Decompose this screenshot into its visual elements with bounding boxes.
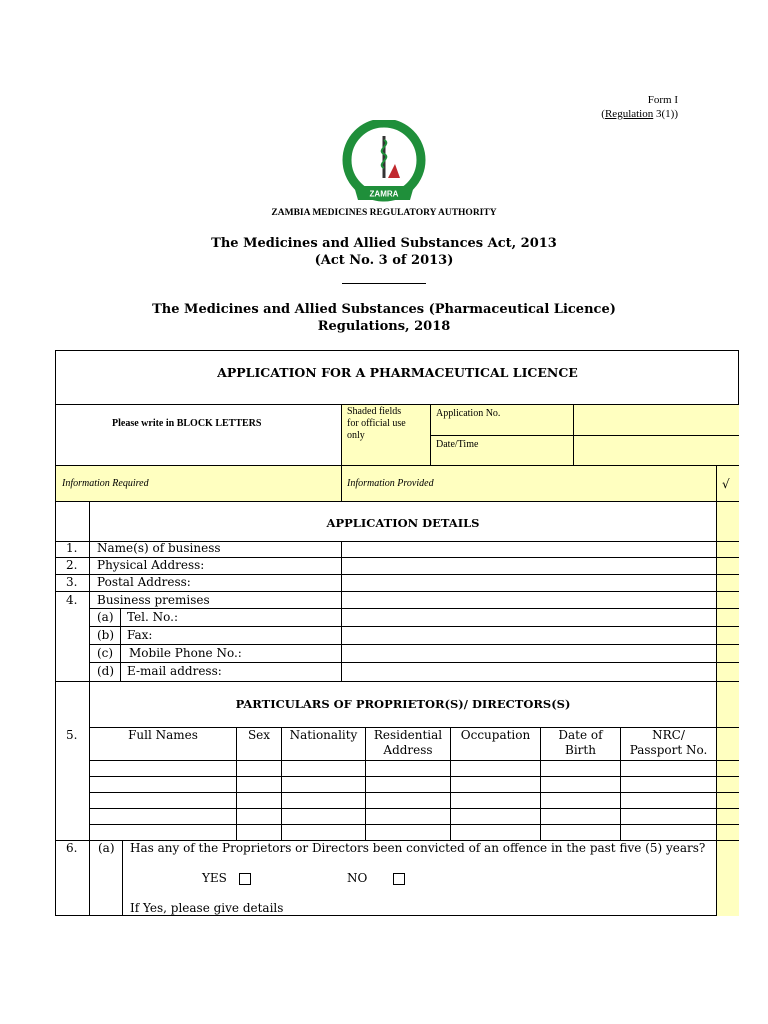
col-occupation: Occupation [460, 728, 531, 742]
form-number: Form I [647, 94, 678, 106]
rule [341, 541, 342, 681]
col-date-of-birth: Date of Birth [558, 728, 603, 757]
regulations-title [0, 301, 768, 335]
no-label: NO [347, 871, 368, 885]
regs-line-2: Regulations, 2018 [317, 319, 451, 334]
business-name-field[interactable] [342, 542, 716, 557]
tel-field[interactable] [342, 609, 716, 626]
business-name-label: Name(s) of business [97, 541, 221, 555]
email-label: E-mail address: [127, 664, 222, 678]
no-checkbox[interactable] [393, 873, 405, 885]
title-divider [342, 283, 426, 284]
yes-checkbox[interactable] [239, 873, 251, 885]
rule [122, 840, 123, 916]
col-nrc-passport: NRC/ Passport No. [629, 728, 708, 757]
rule [55, 591, 739, 592]
subrow-letter: (d) [97, 664, 115, 678]
subrow-letter: (c) [97, 646, 114, 660]
business-premises-label: Business premises [97, 593, 210, 607]
regs-line-1: The Medicines and Allied Substances (Pharmaceutical Licence) [152, 302, 616, 317]
rule [120, 608, 121, 681]
physical-address-label: Physical Address: [97, 558, 205, 572]
logo-text: ZAMRA [369, 189, 399, 199]
rule [716, 465, 717, 916]
datetime-field[interactable] [574, 436, 738, 465]
row-number: 5. [66, 728, 78, 742]
info-required-header: Information Required [62, 478, 149, 489]
authority-name: ZAMBIA MEDICINES REGULATORY AUTHORITY [271, 208, 497, 218]
tel-label: Tel. No.: [127, 610, 179, 624]
zamra-logo [340, 120, 428, 210]
col-full-names: Full Names [128, 728, 198, 742]
email-field[interactable] [342, 663, 716, 681]
row-number: 3. [66, 575, 78, 589]
tick-column [716, 501, 739, 916]
application-no-label: Application No. [436, 408, 501, 419]
col-residential-address: Residential Address [373, 728, 443, 757]
subrow-letter: (a) [98, 841, 115, 855]
section-proprietors: PARTICULARS OF PROPRIETOR(S)/ DIRECTORS(S) [235, 697, 571, 711]
shaded-fields-note: Shaded fields for official use only [347, 406, 406, 441]
fax-label: Fax: [127, 628, 153, 642]
form-title: APPLICATION FOR A PHARMACEUTICAL LICENCE [217, 365, 578, 380]
postal-address-field[interactable] [342, 575, 716, 591]
subrow-letter: (b) [97, 628, 115, 642]
datetime-label: Date/Time [436, 439, 479, 450]
act-line-2: (Act No. 3 of 2013) [314, 253, 454, 268]
col-sex: Sex [247, 728, 271, 742]
physical-address-field[interactable] [342, 558, 716, 574]
application-no-field[interactable] [574, 405, 738, 435]
row-number: 6. [66, 841, 78, 855]
fax-field[interactable] [342, 627, 716, 644]
rule [55, 681, 739, 682]
rule [55, 501, 739, 502]
mobile-label: Mobile Phone No.: [129, 646, 242, 660]
act-title [0, 235, 768, 269]
regulation-reference: (Regulation 3(1)) [601, 108, 678, 120]
tick-header: √ [722, 477, 730, 491]
row-number: 4. [66, 593, 78, 607]
rule [341, 404, 342, 501]
act-line-1: The Medicines and Allied Substances Act, 2013 [211, 236, 557, 251]
info-provided-header: Information Provided [347, 478, 434, 489]
row-number: 2. [66, 558, 78, 572]
row-number: 1. [66, 541, 78, 555]
yes-label: YES [202, 871, 227, 885]
mobile-field[interactable] [342, 645, 716, 662]
details-label: If Yes, please give details [130, 901, 284, 915]
col-nationality: Nationality [289, 728, 358, 742]
subrow-letter: (a) [97, 610, 114, 624]
block-letters-note: Please write in BLOCK LETTERS [112, 418, 262, 429]
postal-address-label: Postal Address: [97, 575, 191, 589]
conviction-question: Has any of the Proprietors or Directors been convicted of an offence in the past five (5) years? [130, 841, 706, 855]
section-application-details: APPLICATION DETAILS [326, 516, 480, 530]
rule [55, 465, 739, 466]
proprietors-table-body[interactable] [90, 761, 716, 840]
form-reference [601, 93, 678, 121]
